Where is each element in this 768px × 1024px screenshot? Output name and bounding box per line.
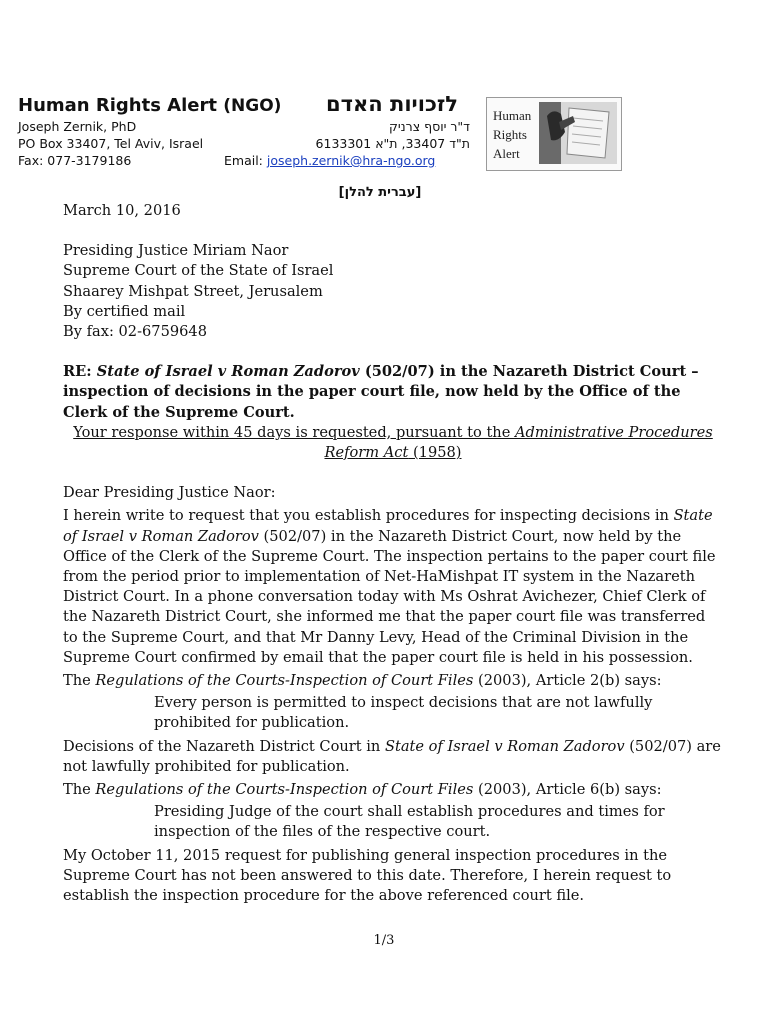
reg1-start: The — [63, 672, 96, 690]
p1-rest: (502/07) in the Nazareth District Court, now held by the Office of the Clerk of the Supreme Court. The inspection pertains to the paper court file from the period prior to implementation of Net-HaMishpat IT system in the Nazareth District Court. In a phone conversation today with Ms Oshrat Avichezer, Chief Clerk of the Nazareth District Court, she informed me that the paper court file was transferred to the Supreme Court, and that Mr Danny Levy, Head of the Criminal Division in the Supreme Court confirmed by email that the paper court file is held in his possession. — [63, 527, 716, 666]
subject-case: State of Israel v Roman Zadorov — [96, 363, 360, 381]
address-line: By fax: 02-6759648 — [63, 323, 207, 341]
p1-case: State of Israel v Roman Zadorov — [63, 507, 713, 545]
contact-name-hebrew: ד"ר יוסף צרניק — [388, 119, 470, 134]
request-act: Administrative Procedures Reform Act — [324, 423, 713, 462]
address-line: By certified mail — [63, 302, 186, 320]
address-line: Shaarey Mishpat Street, Jerusalem — [63, 282, 323, 300]
contact-pobox-english: PO Box 33407, Tel Aviv, Israel — [18, 136, 204, 151]
subject-label: RE: — [63, 363, 92, 381]
request-year: (1958) — [408, 444, 462, 462]
reg1-title: Regulations of the Courts-Inspection of Court Files — [95, 672, 474, 690]
p2-rest: (502/07) are not lawfully prohibited for publication. — [63, 737, 721, 775]
logo-word: Rights — [493, 127, 527, 142]
paragraph-3: My October 11, 2015 request for publishing general inspection procedures in the Supreme Court has not been answered to this date. Therefore, I herein request to establish the inspection procedure for the above referenced court file. — [63, 846, 672, 905]
reg1-rest: (2003), Article 2(b) says: — [473, 672, 662, 690]
letter-date: March 10, 2016 — [63, 202, 181, 219]
contact-name-english: Joseph Zernik, PhD — [18, 119, 137, 134]
org-name-hebrew: לזכויות האדם — [326, 92, 458, 116]
subject-rest: (502/07) in the Nazareth District Court – inspection of decisions in the paper court file, now held by the Office of the Clerk of the Supreme Court. — [63, 363, 699, 421]
contact-pobox-hebrew: ת"ד 33407, ת"א 6133301 — [315, 136, 470, 151]
contact-email — [224, 153, 435, 168]
subject-line — [63, 362, 723, 423]
contact-fax: Fax: 077-3179186 — [18, 153, 132, 168]
org-name-text: Human Rights Alert — [18, 95, 217, 116]
reg2-start: The — [63, 781, 96, 799]
paragraph-2 — [63, 737, 723, 777]
p2-case: State of Israel v Roman Zadorov — [384, 737, 625, 755]
page-number: 1/3 — [373, 933, 395, 948]
regulation-1 — [63, 671, 723, 691]
org-name-paren: (NGO) — [223, 96, 282, 116]
org-name-english — [18, 95, 281, 116]
address-line: Presiding Justice Miriam Naor — [63, 242, 289, 260]
salutation: Dear Presiding Justice Naor: — [63, 484, 276, 502]
reg2-title: Regulations of the Courts-Inspection of Court Files — [95, 781, 474, 799]
reg2-rest: (2003), Article 6(b) says: — [473, 781, 662, 799]
logo-photo-icon — [539, 102, 617, 164]
recipient-address — [63, 241, 723, 342]
address-line: Supreme Court of the State of Israel — [63, 262, 334, 280]
quote-1: Every person is permitted to inspect decisions that are not lawfully prohibited for publication. — [154, 694, 653, 732]
p1-start: I herein write to request that you establish procedures for inspecting decisions in — [63, 507, 674, 525]
letter-body — [63, 201, 723, 906]
quote-2: Presiding Judge of the court shall establish procedures and times for inspection of the files of the respective court. — [154, 803, 665, 841]
response-request — [63, 423, 723, 463]
paragraph-1 — [63, 506, 723, 668]
request-text: Your response within 45 days is requested, pursuant to the — [73, 423, 515, 441]
logo-word: Alert — [493, 146, 520, 161]
email-link[interactable]: joseph.zernik@hra-ngo.org — [266, 153, 436, 168]
hebrew-version-note: [עברית להלן] — [338, 185, 422, 200]
regulation-2 — [63, 780, 723, 800]
logo-word: Human — [493, 108, 532, 123]
email-label: Email: — [224, 153, 263, 168]
logo-text — [493, 106, 531, 163]
p2-start: Decisions of the Nazareth District Court in — [63, 737, 385, 755]
hra-logo — [486, 97, 622, 171]
